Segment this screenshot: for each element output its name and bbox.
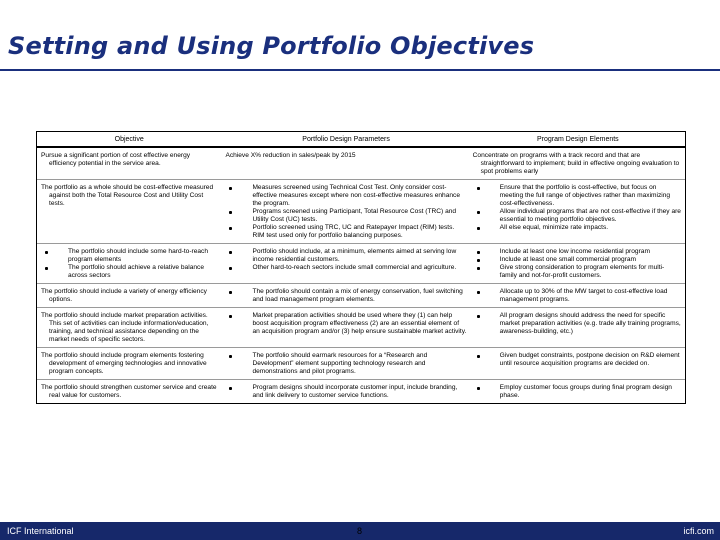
bullet-item: Include at least one small commercial program <box>473 256 681 264</box>
bullet-item: The portfolio should achieve a relative balance across sectors <box>41 264 217 280</box>
objective-cell <box>37 380 221 403</box>
bullet-item: Programs screened using Participant, Total Resource Cost (TRC) and Utility Cost (UC) tests. <box>225 208 466 224</box>
bullet-item: Allocate up to 30% of the MW target to cost-effective load management programs. <box>473 288 681 304</box>
bullet-item: All else equal, minimize rate impacts. <box>473 224 681 232</box>
objective-cell <box>37 148 221 179</box>
cell-text: Achieve X% reduction in sales/peak by 2015 <box>225 152 356 159</box>
page-number: 8 <box>357 526 363 536</box>
elements-cell <box>471 148 685 179</box>
bullet-item: The portfolio should contain a mix of energy conservation, fuel switching and load management program elements. <box>225 288 466 304</box>
bullet-list <box>225 288 466 304</box>
bullet-list <box>473 312 681 336</box>
footer-organization: ICF International <box>7 526 74 536</box>
footer-bar <box>0 522 720 540</box>
parameters-cell <box>221 244 470 283</box>
bullet-list <box>473 248 681 280</box>
table-header <box>37 132 685 148</box>
elements-cell <box>471 244 685 283</box>
table-row <box>37 180 685 244</box>
bullet-item: Portfolio should include, at a minimum, elements aimed at serving low income residential customers. <box>225 248 466 264</box>
table-row <box>37 308 685 348</box>
bullet-item: Give strong consideration to program elements for multi-family and not-for-profit customers. <box>473 264 681 280</box>
elements-cell <box>471 284 685 307</box>
cell-text: The portfolio should include a variety of energy efficiency options. <box>41 288 207 303</box>
bullet-item: Ensure that the portfolio is cost-effective, but focus on meeting the full range of objectives rather than maximizing cost-effectiveness. <box>473 184 681 208</box>
bullet-list <box>225 248 466 272</box>
bullet-item: Market preparation activities should be used where they (1) can help boost acquisition program effectiveness (2) are an essential element of an acquisition program and/or (3) help ensure sustainable market activity. <box>225 312 466 336</box>
parameters-cell <box>221 148 470 179</box>
bullet-item: All program designs should address the need for specific market preparation activities (e.g. trade ally training programs, awareness-building, etc.) <box>473 312 681 336</box>
bullet-list <box>473 352 681 368</box>
title-divider <box>0 69 720 71</box>
parameters-cell <box>221 180 470 243</box>
bullet-item: Other hard-to-reach sectors include small commercial and agriculture. <box>225 264 466 272</box>
table-row <box>37 148 685 180</box>
bullet-list <box>225 352 466 376</box>
cell-text: The portfolio should include market preparation activities. This set of activities can include information/education, training, and technical assistance depending on the market needs of specific sectors. <box>41 312 209 343</box>
cell-text: Pursue a significant portion of cost effective energy efficiency potential in the service area. <box>41 152 191 167</box>
parameters-cell <box>221 308 470 347</box>
bullet-item: Program designs should incorporate customer input, include branding, and link delivery to customer service functions. <box>225 384 466 400</box>
bullet-item: Given budget constraints, postpone decision on R&D element until resource acquisition programs are decided on. <box>473 352 681 368</box>
table-row <box>37 244 685 284</box>
objective-cell <box>37 180 221 243</box>
bullet-list <box>473 184 681 232</box>
bullet-list <box>225 312 466 336</box>
objectives-table <box>36 131 686 404</box>
table-body <box>37 148 685 403</box>
bullet-item: Employ customer focus groups during final program design phase. <box>473 384 681 400</box>
bullet-list <box>473 288 681 304</box>
objective-cell <box>37 348 221 379</box>
header-portfolio-design-parameters: Portfolio Design Parameters <box>302 135 390 143</box>
bullet-list <box>225 384 466 400</box>
bullet-item: Measures screened using Technical Cost Test. Only consider cost-effective measures except where non cost-effective measures enhance the program. <box>225 184 466 208</box>
elements-cell <box>471 308 685 347</box>
cell-text: The portfolio as a whole should be cost-effective measured against both the Total Resource Cost and Utility Cost tests. <box>41 184 214 207</box>
header-objective: Objective <box>114 135 144 143</box>
bullet-item: Include at least one low income residential program <box>473 248 681 256</box>
cell-text: The portfolio should strengthen customer service and create real value for customers. <box>41 384 217 399</box>
header-program-design-elements: Program Design Elements <box>536 135 619 143</box>
bullet-list <box>225 184 466 240</box>
bullet-list <box>473 384 681 400</box>
bullet-item: The portfolio should include some hard-to-reach program elements <box>41 248 217 264</box>
objective-cell <box>37 308 221 347</box>
page-title: Setting and Using Portfolio Objectives <box>8 32 535 60</box>
bullet-item: Allow individual programs that are not cost-effective if they are essential to meeting portfolio objectives. <box>473 208 681 224</box>
table-row <box>37 348 685 380</box>
footer-website: icfi.com <box>683 526 714 536</box>
table-row <box>37 380 685 403</box>
bullet-item: The portfolio should earmark resources for a “Research and Development” element supporting technology research and demonstrations and pilot programs. <box>225 352 466 376</box>
parameters-cell <box>221 284 470 307</box>
table-row <box>37 284 685 308</box>
parameters-cell <box>221 380 470 403</box>
bullet-item: Portfolio screened using TRC, UC and Ratepayer Impact (RIM) tests. RIM test used only for portfolio balancing purposes. <box>225 224 466 240</box>
elements-cell <box>471 180 685 243</box>
elements-cell <box>471 380 685 403</box>
bullet-list <box>41 248 217 280</box>
objective-cell <box>37 244 221 283</box>
objective-cell <box>37 284 221 307</box>
cell-text: Concentrate on programs with a track record and that are straightforward to implement; build in effective ongoing evaluation to spot problems early <box>472 152 680 175</box>
parameters-cell <box>221 348 470 379</box>
cell-text: The portfolio should include program elements fostering development of emerging technologies and innovative program concepts. <box>41 352 207 375</box>
elements-cell <box>471 348 685 379</box>
